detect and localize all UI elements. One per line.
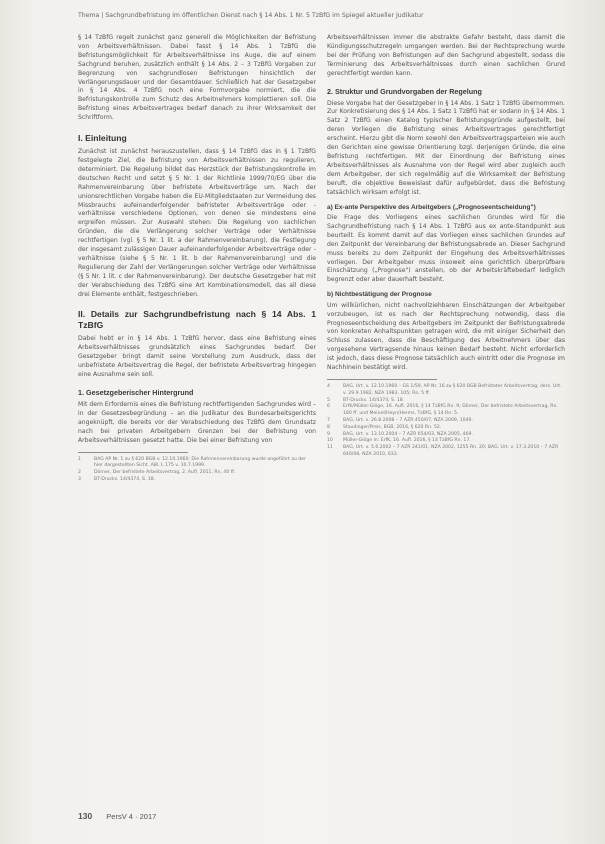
- struktur-paragraph: Diese Vorgabe hat der Gesetzgeber in § 14 Abs. 1 Satz 1 TzBfG übernommen. Zur Konkretisierung des § 14 Abs. 1 Satz 1 TzBfG hat er sodann in § 14 Abs. 1 Satz 2 TzBfG einen Katalog typischer Befristungsgründe aufgestellt, bei deren Vorliegen die Befristung eines Arbeitsvertrages gerechtfertigt erscheint. Hierzu gibt die Norm sowohl den Arbeitsvertragsparteien wie auch den Gerichten eine gewisse Orientierung bzgl. derjenigen Gründe, die eine Befristung rechtfertigen. Mit der Einordnung der Befristung eines Arbeitsverhältnisses als Ausnahme von der Regel wird aber zugleich auch dem Arbeitgeber, der sich regelmäßig auf die Wirksamkeit der Befristung beruft, die objektive Beweislast dafür aufgebürdet, dass die Befristung tatsächlich wirksam erfolgt ist.: [327, 99, 565, 196]
- footnote-rule: [78, 452, 188, 453]
- page-footer: [78, 811, 156, 821]
- right-column: [327, 34, 565, 459]
- journal-name: PersV 4 · 2017: [106, 812, 157, 821]
- heading-details: II. Details zur Sachgrundbefristung nach § 14 Abs. 1 TzBfG: [78, 309, 316, 331]
- running-head: Thema | Sachgrundbefristung im öffentlichen Dienst nach § 14 Abs. 1 Nr. 5 TzBfG im Spiegel aktueller Judikatur: [78, 12, 424, 19]
- heading-exante: a) Ex-ante Perspektive des Arbeitgebers („Prognoseentscheidung"): [327, 203, 536, 211]
- footnote-text: BAG, Urt. v. 26.8.2008 – 7 AZR 450/07, NZA 2009, 1049.: [343, 417, 473, 423]
- footnote-number: 8: [327, 424, 330, 430]
- prognose-paragraph: Um willkürlichen, nicht nachvollziehbaren Einschätzungen der Arbeitgeber vorzubeugen, ist es nach der Rechtsprechung notwendig, dass die Prognoseentscheidung des Arbeitgebers im Zeitpunkt der Befristungsabrede von konkreten Anhaltspunkten getragen wird, die mit einiger Sicherheit den Schluss zulassen, dass die Beschäftigung des Arbeitnehmers über das vorgesehene Vertragsende hinaus keinen Bedarf besteht. Nicht erforderlich ist jedoch, dass diese Prognose tatsächlich auch eintritt oder die Prognose im Nachhinein bestätigt wird.: [327, 301, 565, 372]
- footnote-number: 1: [78, 456, 81, 462]
- footnote-number: 10: [327, 438, 333, 444]
- footnote-text: BT-Drucks. 14/4374, S. 18.: [343, 397, 405, 403]
- footnote-text: BAG, Urt. v. 5.6.2002 – 7 AZR 241/01, NZA 2002, 1255 Rn. 20; BAG, Urt. v. 17.3.2010 – 7 AZR 640/08, NZA 2010, 633.: [343, 445, 559, 457]
- footnote: [327, 418, 565, 425]
- footnotes-left: [78, 457, 316, 484]
- footnote-text: BAG, Urt. v. 12.10.1960 – GS 1/59, AP Nr. 16 zu § 620 BGB Befristeter Arbeitsvertrag; ders. Urt. v. 29.9.1982, NZA 1983, 105; Rn. 5 ff.: [343, 384, 562, 396]
- footnote: [327, 404, 565, 418]
- footnote: [78, 477, 316, 484]
- footnote-number: 9: [327, 431, 330, 437]
- heading-einleitung: I. Einleitung: [78, 133, 127, 144]
- footnote: [78, 457, 316, 471]
- details-paragraph: Dabei hebt er in § 14 Abs. 1 TzBfG hervor, dass eine Befristung eines Arbeitsverhältnisses grundsätzlich eines Sachgrundes bedarf. Der Gesetzgeber bringt damit seine Vorstellung zum Ausdruck, dass der unbefristete Arbeitsvertrag die Regel, der befristete Arbeitsvertrag hingegen eine Ausnahme sein soll.: [78, 335, 316, 379]
- footnote-text: Dörner, Der befristete Arbeitsvertrag, 2. Aufl. 2011, Rn. 40 ff.: [94, 470, 236, 476]
- footnotes-right: [327, 384, 565, 459]
- footnote-number: 5: [327, 397, 330, 403]
- footnote-number: 4: [327, 384, 330, 389]
- left-column: [78, 34, 316, 484]
- footnote-text: Müller-Glöge in: ErfK, 16. Aufl. 2016, § 14 TzBfG Rn. 17.: [343, 438, 471, 444]
- footnote-rule: [327, 379, 437, 380]
- footnote-number: 3: [78, 476, 81, 482]
- continuation-paragraph: Arbeitsverhältnissen immer die abstrakte Gefahr besteht, dass damit die Kündigungsschutzregeln umgangen werden. Bei der Rechtsprechung wurde bei der Prüfung von Befristungen auf den Sachgrund abgestellt, sodass die Terminierung des Arbeitsverhältnisses durch einen sachlichen Grund gerechtfertigt werden kann.: [327, 34, 565, 77]
- footnote-text: ErfK/Müller-Glöge, 16. Aufl. 2016, § 14 TzBfG Rn. 9; Dörner, Der befristete Arbeitsvertrag, Rn. 180 ff. und Meinel/Heyn/Herms, TzBfG, § 14 Rn. 5.: [343, 404, 558, 417]
- heading-hintergrund: 1. Gesetzgeberischer Hintergrund: [78, 388, 194, 397]
- footnote-number: 11: [327, 445, 333, 451]
- footnote-text: Staudinger/Preis, BGB, 2016, § 620 Rn. 52.: [343, 424, 442, 430]
- einleitung-paragraph: Zunächst ist zunächst herauszustellen, dass § 14 TzBfG das in § 1 TzBfG festgelegte Ziel, die Befristung von Arbeitsverhältnissen zu regulieren, determiniert. Die Regelung bildet das Herzstück der Befristungskontrolle im deutschen Recht und setzt § 5 Nr. 1 der Richtlinie 1999/70/EG über die Rahmenvereinbarung über befristete Arbeitsverträge um. Nach der unionsrechtlichen Vorgabe haben die EU-Mitgliedstaaten zur Vermeidung des Missbrauchs aufeinanderfolgender befristeter Arbeitsverträge oder -verhältnisse verschiedene Optionen, von denen sie mindestens eine ergreifen müssen. Zur Auswahl stehen: Die Regelung von sachlichen Gründen, die die Verlängerung solcher Verträge oder Verhältnisse rechtfertigen (vgl. § 5 Nr. 1 lit. a der Rahmenvereinbarung), die Festlegung der insgesamt zulässigen Dauer aufeinanderfolgender Arbeitsverträge oder -verhältnisse (siehe § 5 Nr. 1 lit. b der Rahmenvereinbarung) und die Regulierung der Zahl der Verlängerungen solcher Verträge oder Verhältnisse (§ 5 Nr. 1 lit. c der Rahmenvereinbarung). Der deutsche Gesetzgeber hat mit der Verabschiedung des TzBfG eine Art Kombinationsmodell, das all diese drei Elemente enthält, festgeschrieben.: [78, 148, 316, 298]
- footnote-text: BAG, Urt. v. 13.10.2004 – 7 AZR 654/03, NZA 2005, 469.: [343, 431, 473, 437]
- footnote-number: 2: [78, 470, 81, 476]
- footnote-text: BAG AP Nr. 1 zu § 620 BGB v. 12.10.1960: Die Rahmenvereinbarung wurde angeführt zu der hier dargestellten Sicht. ABl. L 175 v. 10.7.1999.: [94, 456, 306, 469]
- footnote-text: BT-Drucks. 14/4374, S. 18.: [94, 476, 156, 482]
- footnote: [327, 445, 565, 459]
- footnote: [327, 384, 565, 398]
- footnote: [327, 425, 565, 432]
- exante-paragraph: Die Frage des Vorliegens eines sachlichen Grundes wird für die Sachgrundbefristung nach § 14 Abs. 1 TzBfG aus ex ante-Standpunkt aus beurteilt. Es kommt damit auf das Vorliegen eines sachlichen Grundes auf den Zeitpunkt der Vereinbarung der Befristungsabrede an. Dieser Sachgrund muss bereits zu dem Zeitpunkt der Eingehung des Arbeitsverhältnisses vorliegen. Der Arbeitgeber muss insoweit eine gerichtlich überprüfbare Einschätzung („Prognose") anstellen, ob der Arbeitskräftebedarf lediglich begrenzt oder aber dauerhaft besteht.: [327, 214, 565, 284]
- page-number: 130: [78, 811, 93, 821]
- footnote-number: 7: [327, 417, 330, 423]
- hintergrund-paragraph: Mit dem Erfordernis eines die Befristung rechtfertigenden Sachgrundes wird – in der Gesetzesbegründung – an die Judikatur des Bundesarbeitsgerichts angeknüpft, die bereits vor der Verabschiedung des TzBfG dem Grundsatz nach bei privaten Arbeitgebern Grenzen bei der Befristung von Arbeitsverhältnissen gesetzt hatte. Die bei einer Befristung von: [78, 401, 316, 444]
- footnote-number: 6: [327, 404, 330, 410]
- heading-prognose: b) Nichtbestätigung der Prognose: [327, 291, 432, 299]
- footnote: [78, 470, 316, 477]
- intro-paragraph: § 14 TzBfG regelt zunächst ganz generell die Möglichkeiten der Befristung von Arbeitsverhältnissen. Dabei fasst § 14 Abs. 1 TzBfG die Befristungsmöglichkeit für Arbeitsverhältnisse ins Auge, die auf einem Sachgrund beruhen, zusätzlich enthält § 14 Abs. 2 – 3 TzBfG Vorgaben zur Begrenzung von sachgrundlosen Befristungen hinsichtlich der Verlängerungsdauer und der Gesamtdauer. Schließlich hat der Gesetzgeber in § 14 Abs. 4 TzBfG noch eine Formvorgabe normiert, die die Befristungskontrolle zum Schutz des Arbeitnehmers komplettieren soll. Die Befristung eines Arbeitsvertrages bedarf danach zu ihrer Wirksamkeit der Schriftform.: [78, 34, 316, 122]
- heading-struktur: 2. Struktur und Grundvorgaben der Regelung: [327, 86, 482, 96]
